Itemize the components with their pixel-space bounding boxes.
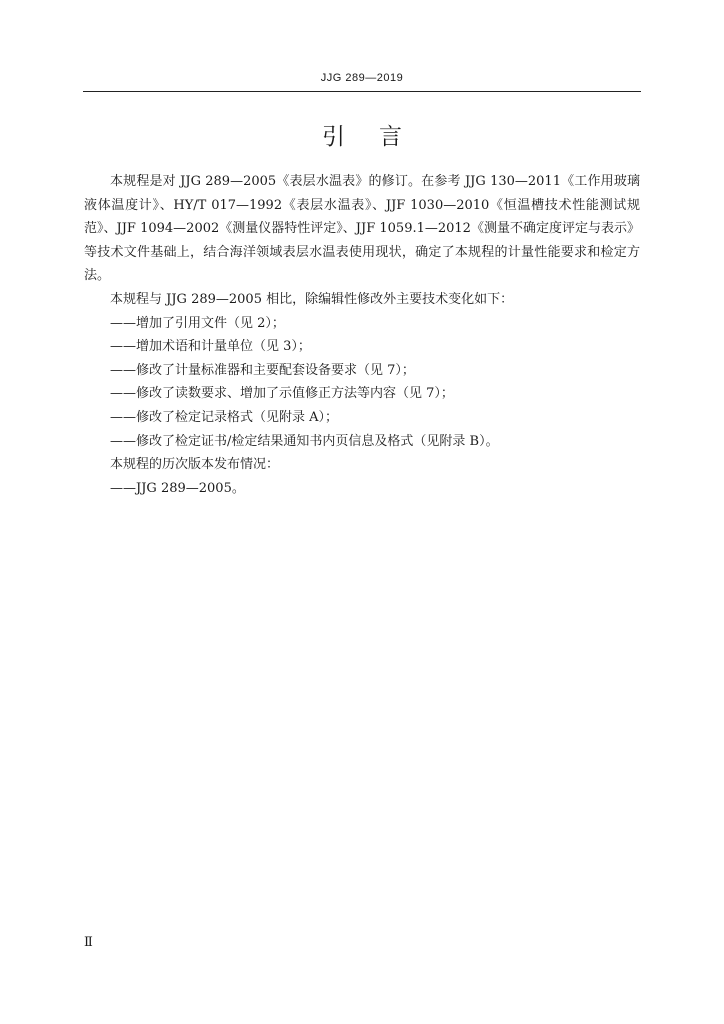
header-divider bbox=[83, 91, 641, 92]
page-number: Ⅱ bbox=[84, 935, 93, 950]
document-body bbox=[84, 170, 640, 500]
change-item: ——修改了检定记录格式（见附录 A）； bbox=[110, 409, 339, 425]
change-item: ——增加了引用文件（见 2）； bbox=[110, 315, 285, 331]
page-title: 引言 bbox=[322, 124, 436, 150]
change-item: ——修改了检定证书/检定结果通知书内页信息及格式（见附录 B）。 bbox=[110, 433, 499, 449]
header-standard-code: JJG 289—2019 bbox=[320, 72, 404, 84]
changes-intro-paragraph: 本规程与 JJG 289—2005 相比，除编辑性修改外主要技术变化如下： bbox=[110, 291, 514, 307]
change-item: ——修改了计量标准器和主要配套设备要求（见 7）； bbox=[110, 362, 415, 378]
history-item: ——JJG 289—2005。 bbox=[110, 480, 245, 496]
change-item: ——增加术语和计量单位（见 3）； bbox=[110, 339, 311, 355]
intro-paragraph: 本规程是对 JJG 289—2005《表层水温表》的修订。在参考 JJG 130—2011《工作用玻璃液体温度计》、HY/T 017—1992《表层水温表》、JJF 1030—2010《恒温槽技术性能测试规范》、JJF 1094—2002《测量仪器特性评定》、JJF 1059.1—2012《测量不确定度评定与表示》等技术文件基础上，结合海洋领域表层水温表使用现状，确定了本规程的计量性能要求和检定方法。 bbox=[84, 174, 640, 284]
history-intro-paragraph: 本规程的历次版本发布情况： bbox=[110, 457, 280, 473]
change-item: ——修改了读数要求、增加了示值修正方法等内容（见 7）； bbox=[110, 386, 454, 402]
